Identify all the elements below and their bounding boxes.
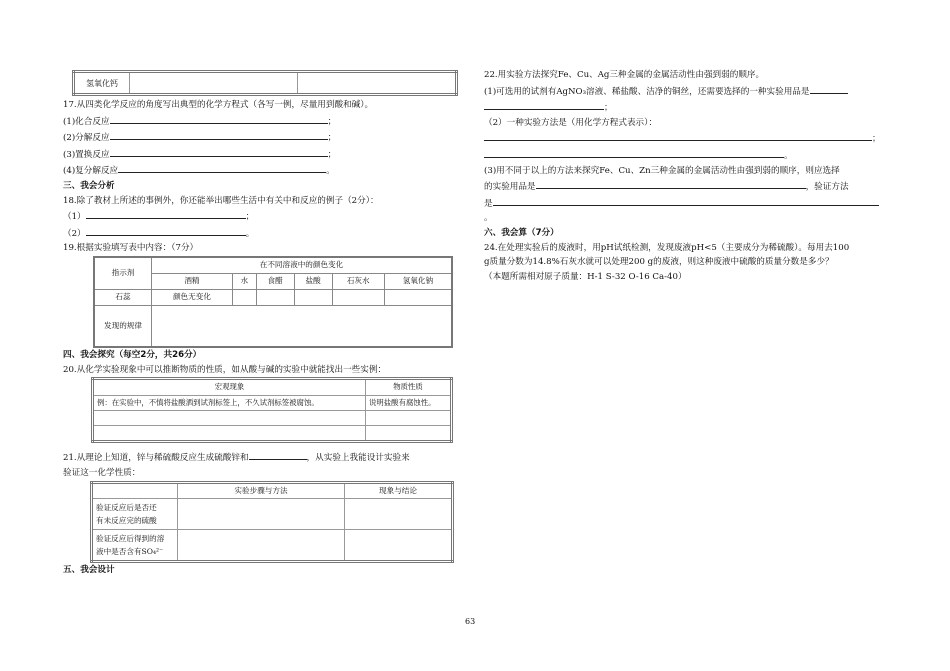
answer-blank[interactable] bbox=[86, 225, 246, 236]
row-label: 验证反应后得到的溶 液中是否含有SO₄²⁻ bbox=[92, 530, 178, 562]
section-title: 三、我会分析 bbox=[63, 180, 115, 191]
answer-blank[interactable] bbox=[810, 83, 848, 94]
q22-p2: （2）一种实验方法是（用化学方程式表示）： bbox=[484, 117, 658, 128]
answer-cell[interactable] bbox=[332, 289, 384, 305]
answer-cell[interactable] bbox=[152, 305, 453, 347]
answer-blank[interactable] bbox=[110, 113, 328, 124]
row-label: 石蕊 bbox=[94, 289, 152, 305]
answer-blank[interactable] bbox=[110, 129, 328, 140]
answer-cell[interactable] bbox=[256, 289, 294, 305]
q22-p3-line: 是 bbox=[484, 195, 884, 212]
answer-blank[interactable] bbox=[118, 162, 326, 173]
table-header: 氢氧化钠 bbox=[384, 273, 452, 289]
table-cell: 例：在实验中，不慎将盐酸洒到试剂标签上，不久试剂标签被腐蚀。 bbox=[93, 395, 366, 411]
q22-p3-end: 。 bbox=[484, 213, 493, 224]
answer-cell[interactable] bbox=[93, 411, 366, 426]
table-header bbox=[92, 482, 178, 499]
answer-blank[interactable] bbox=[493, 195, 879, 206]
q17-item: (3)置换反应 ； bbox=[63, 146, 463, 163]
q22-p2-line: 。 bbox=[484, 147, 884, 164]
table-header: 指示剂 bbox=[94, 257, 152, 290]
q18-item: （1） ； bbox=[63, 208, 463, 225]
q18-item: （2） 。 bbox=[63, 225, 463, 242]
table-header: 物质性质 bbox=[366, 379, 452, 396]
q21-line2: 验证这一化学性质： bbox=[63, 467, 141, 478]
answer-cell[interactable] bbox=[384, 289, 452, 305]
page-number: 63 bbox=[465, 617, 476, 626]
table-header: 盐酸 bbox=[294, 273, 332, 289]
row-label: 验证反应后是否还 有未反应完的硫酸 bbox=[92, 499, 178, 530]
left-column bbox=[63, 68, 463, 578]
answer-blank[interactable] bbox=[484, 130, 872, 141]
q19-text: 19.根据实验填写表中内容：（7分） bbox=[63, 243, 199, 254]
answer-blank[interactable] bbox=[484, 147, 784, 158]
q22-p3-line: 的实验用品是 ，验证方法 bbox=[484, 178, 884, 195]
q17-text: 17.从四类化学反应的角度写出典型的化学方程式（各写一例，尽量用到酸和碱）。 bbox=[63, 100, 374, 110]
answer-cell[interactable] bbox=[366, 411, 452, 426]
table-header: 现象与结论 bbox=[345, 482, 453, 499]
q22-text: 22.用实验方法探究Fe、Cu、Ag三种金属的金属活动性由强到弱的顺序。 bbox=[484, 70, 765, 80]
answer-cell[interactable] bbox=[366, 426, 452, 442]
q24-line: 24.在处理实验后的废液时，用pH试纸检测，发现废液pH<5（主要成分为稀硫酸）。每用去100 bbox=[484, 242, 850, 253]
q18-text: 18.除了教材上所述的事例外，你还能举出哪些生活中有关中和反应的例子（2分）： bbox=[63, 195, 379, 206]
q20-table bbox=[91, 377, 453, 443]
answer-cell[interactable] bbox=[178, 530, 345, 562]
q22-p1: (1)可选用的试剂有AgNO₃溶液、稀盐酸、洁净的铜丝，还需要选择的一种实验用品是 bbox=[484, 83, 884, 100]
table-cell: 说明盐酸有腐蚀性。 bbox=[366, 395, 452, 411]
answer-blank[interactable] bbox=[86, 208, 246, 219]
q22-p3: (3)用不同于以上的方法来探究Fe、Cu、Zn三种金属的金属活动性由强到弱的顺序，则应选择 bbox=[484, 165, 840, 176]
table-header: 宏观现象 bbox=[93, 379, 366, 396]
answer-blank[interactable] bbox=[536, 178, 806, 189]
row-label: 发现的规律 bbox=[94, 305, 152, 347]
q17-item: (1)化合反应 ； bbox=[63, 113, 463, 130]
answer-cell[interactable] bbox=[294, 289, 332, 305]
top-table-cell: 氢氧化钙 bbox=[74, 72, 130, 95]
table-header: 石灰水 bbox=[332, 273, 384, 289]
q21-table bbox=[90, 481, 454, 564]
q21-line1: 21.从理论上知道，锌与稀硫酸反应生成硫酸锌和 ，从实验上我能设计实验来 bbox=[63, 449, 463, 466]
answer-cell[interactable] bbox=[232, 289, 256, 305]
section-title: 四、我会探究（每空2分，共26分） bbox=[63, 349, 202, 360]
answer-blank[interactable] bbox=[249, 449, 307, 460]
table-header: 酒精 bbox=[152, 273, 233, 289]
q24-line: （本题所需相对原子质量：H-1 S-32 O-16 Ca-40） bbox=[484, 271, 687, 282]
section-title: 六、我会算（7分） bbox=[484, 227, 559, 238]
answer-cell[interactable] bbox=[345, 499, 453, 530]
table-header: 在不同溶液中的颜色变化 bbox=[152, 257, 453, 274]
q24-line: g质量分数为14.8%石灰水就可以处理200 g的废液，则这种废液中硫酸的质量分数是多少？ bbox=[484, 257, 834, 268]
answer-blank[interactable] bbox=[484, 99, 604, 110]
section-title: 五、我会设计 bbox=[63, 565, 115, 576]
table-header: 食醋 bbox=[256, 273, 294, 289]
table-cell: 颜色无变化 bbox=[152, 289, 233, 305]
q17-item: (4)复分解反应 。 bbox=[63, 162, 463, 179]
answer-cell[interactable] bbox=[345, 530, 453, 562]
right-column bbox=[484, 68, 884, 284]
q17-item: (2)分解反应 ； bbox=[63, 129, 463, 146]
table-header: 水 bbox=[232, 273, 256, 289]
answer-blank[interactable] bbox=[110, 146, 328, 157]
table-header: 实验步骤与方法 bbox=[178, 482, 345, 499]
q22-p1-cont: ； bbox=[484, 99, 884, 116]
q22-p2-line: ； bbox=[484, 130, 884, 147]
answer-cell[interactable] bbox=[178, 499, 345, 530]
q19-table bbox=[93, 256, 453, 348]
answer-cell[interactable] bbox=[93, 426, 366, 442]
q20-text: 20.从化学实验现象中可以推断物质的性质，如从酸与碱的实验中就能找出一些实例： bbox=[63, 364, 387, 375]
